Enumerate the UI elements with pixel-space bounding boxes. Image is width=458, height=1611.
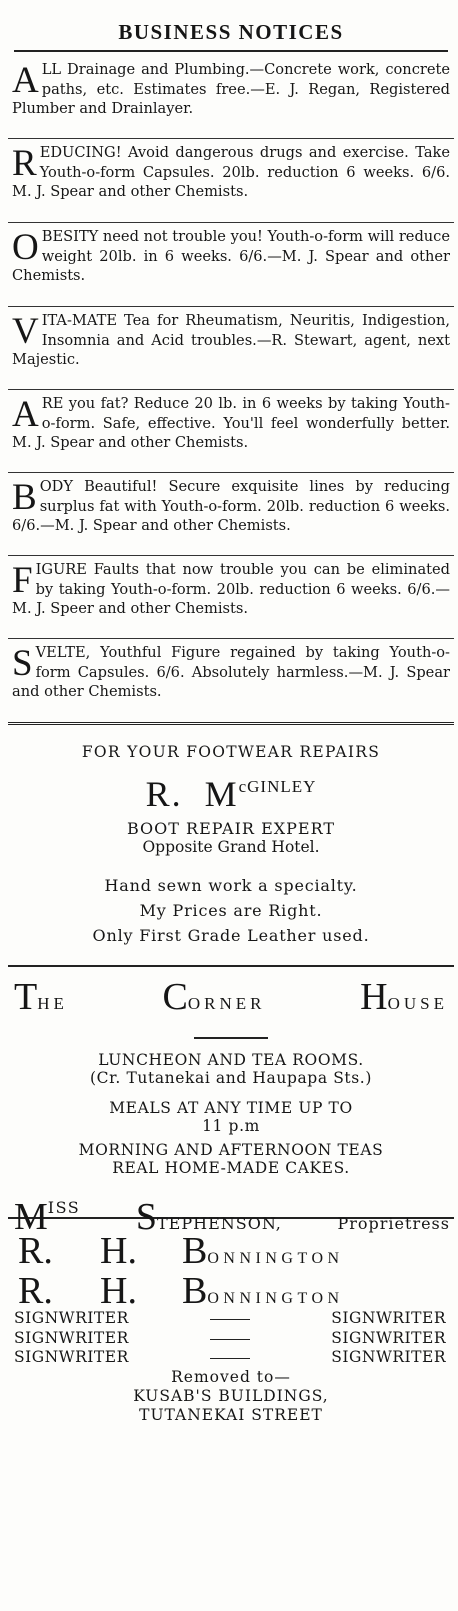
building-name: KUSAB'S BUILDINGS,: [133, 1386, 329, 1405]
teas-line-1: MORNING AND AFTERNOON TEAS: [78, 1141, 384, 1159]
footwear-line-2: My Prices are Right.: [139, 901, 323, 920]
corner-house-ad: [8, 967, 454, 1238]
notice-obesity: [8, 223, 454, 307]
corner-house-sub-2: (Cr. Tutanekai and Haupapa Sts.): [90, 1069, 372, 1087]
title-word-house: HOUSE: [360, 976, 448, 1018]
notice-are-you-fat: [8, 390, 454, 473]
street-name: TUTANEKAI STREET: [139, 1405, 323, 1424]
proprietress-miss: MISS: [14, 1196, 81, 1238]
drop-cap: O: [12, 227, 39, 268]
notice-text: IGURE Faults that now trouble you can be eliminated by taking Youth-o-form. 20lb. reduction 6 weeks. 6/6.—M. J. Speer and other Chemists.: [12, 561, 450, 617]
divider-rule: [194, 1037, 268, 1039]
notice-figure-faults: [8, 556, 454, 639]
drop-cap: B: [12, 477, 37, 518]
notice-text: LL Drainage and Plumbing.—Concrete work, concrete paths, etc. Estimates free.—E. J. Regan, Registered Plumber and Drainlayer.: [12, 61, 450, 117]
notice-text: RE you fat? Reduce 20 lb. in 6 weeks by taking Youth-o-form. Safe, effective. You'll feel wonderfully better. M. J. Spear and other Chemists.: [12, 395, 450, 451]
meals-line-1: MEALS AT ANY TIME UP TO: [109, 1099, 353, 1117]
proprietress-name: STEPHENSON,: [135, 1196, 282, 1238]
drop-cap: F: [12, 560, 33, 601]
bonnington-name-row: R. H. B ONNINGTON: [18, 1270, 344, 1312]
bonnington-name-row: R. H. B ONNINGTON: [18, 1230, 344, 1272]
drop-cap: A: [12, 394, 39, 435]
drop-cap: R: [12, 143, 37, 184]
signwriter-row: SIGNWRITER SIGNWRITER: [14, 1328, 446, 1347]
notice-vita-mate: [8, 307, 454, 390]
drop-cap: S: [12, 643, 33, 684]
notice-body-beautiful: [8, 473, 454, 556]
footwear-role: BOOT REPAIR EXPERT: [126, 819, 336, 838]
removed-to: Removed to—: [171, 1367, 291, 1386]
section-header: [14, 0, 448, 52]
notice-text: EDUCING! Avoid dangerous drugs and exercise. Take Youth-o-form Capsules. 20lb. reduction 6 weeks. 6/6. M. J. Spear and other Chemists.: [12, 144, 450, 200]
notice-svelte: [8, 639, 454, 725]
name-mc: M: [204, 774, 239, 814]
notice-list: [8, 56, 454, 725]
newspaper-column: [8, 0, 454, 1611]
teas-line-2: REAL HOME-MADE CAKES.: [112, 1159, 350, 1177]
section-title: BUSINESS NOTICES: [118, 20, 344, 44]
title-word-corner: CORNER: [162, 976, 266, 1018]
notice-text: ODY Beautiful! Secure exquisite lines by reducing surplus fat with Youth-o-form. 20lb. reduction 6 weeks. 6/6.—M. J. Spear and other Chemists.: [12, 478, 450, 534]
signwriter-row: SIGNWRITER SIGNWRITER: [14, 1309, 446, 1327]
meals-line-2: 11 p.m: [202, 1117, 260, 1135]
bonnington-ad: [8, 1219, 454, 1425]
name-initial: R.: [145, 774, 183, 814]
footwear-line-3: Only First Grade Leather used.: [92, 926, 370, 945]
footwear-heading: FOR YOUR FOOTWEAR REPAIRS: [81, 743, 381, 761]
notice-text: VELTE, Youthful Figure regained by taking Youth-o-form Capsules. 6/6. Absolutely harmless.—M. J. Spear and other Chemists.: [12, 644, 450, 700]
drop-cap: A: [12, 60, 39, 101]
corner-house-title: [8, 967, 454, 1019]
notice-drainage: [8, 56, 454, 139]
footwear-ad: [8, 725, 454, 967]
proprietress-role: Proprietress: [337, 1214, 450, 1233]
notice-text: BESITY need not trouble you! Youth-o-form will reduce weight 20lb. in 6 weeks. 6/6.—M. J. Spear and other Chemists.: [12, 228, 450, 284]
signwriter-row: SIGNWRITER SIGNWRITER: [14, 1348, 446, 1366]
title-word-the: THE: [14, 976, 68, 1018]
notice-reducing: [8, 139, 454, 223]
drop-cap: V: [12, 311, 39, 352]
footwear-location: Opposite Grand Hotel.: [142, 838, 320, 856]
name-small: cGINLEY: [238, 777, 317, 796]
corner-house-sub-1: LUNCHEON AND TEA ROOMS.: [98, 1051, 364, 1069]
footwear-business-name: [8, 773, 454, 815]
footwear-line-1: Hand sewn work a specialty.: [104, 876, 358, 895]
notice-text: ITA-MATE Tea for Rheumatism, Neuritis, Indigestion, Insomnia and Acid troubles.—R. Stewart, agent, next Majestic.: [12, 312, 450, 368]
